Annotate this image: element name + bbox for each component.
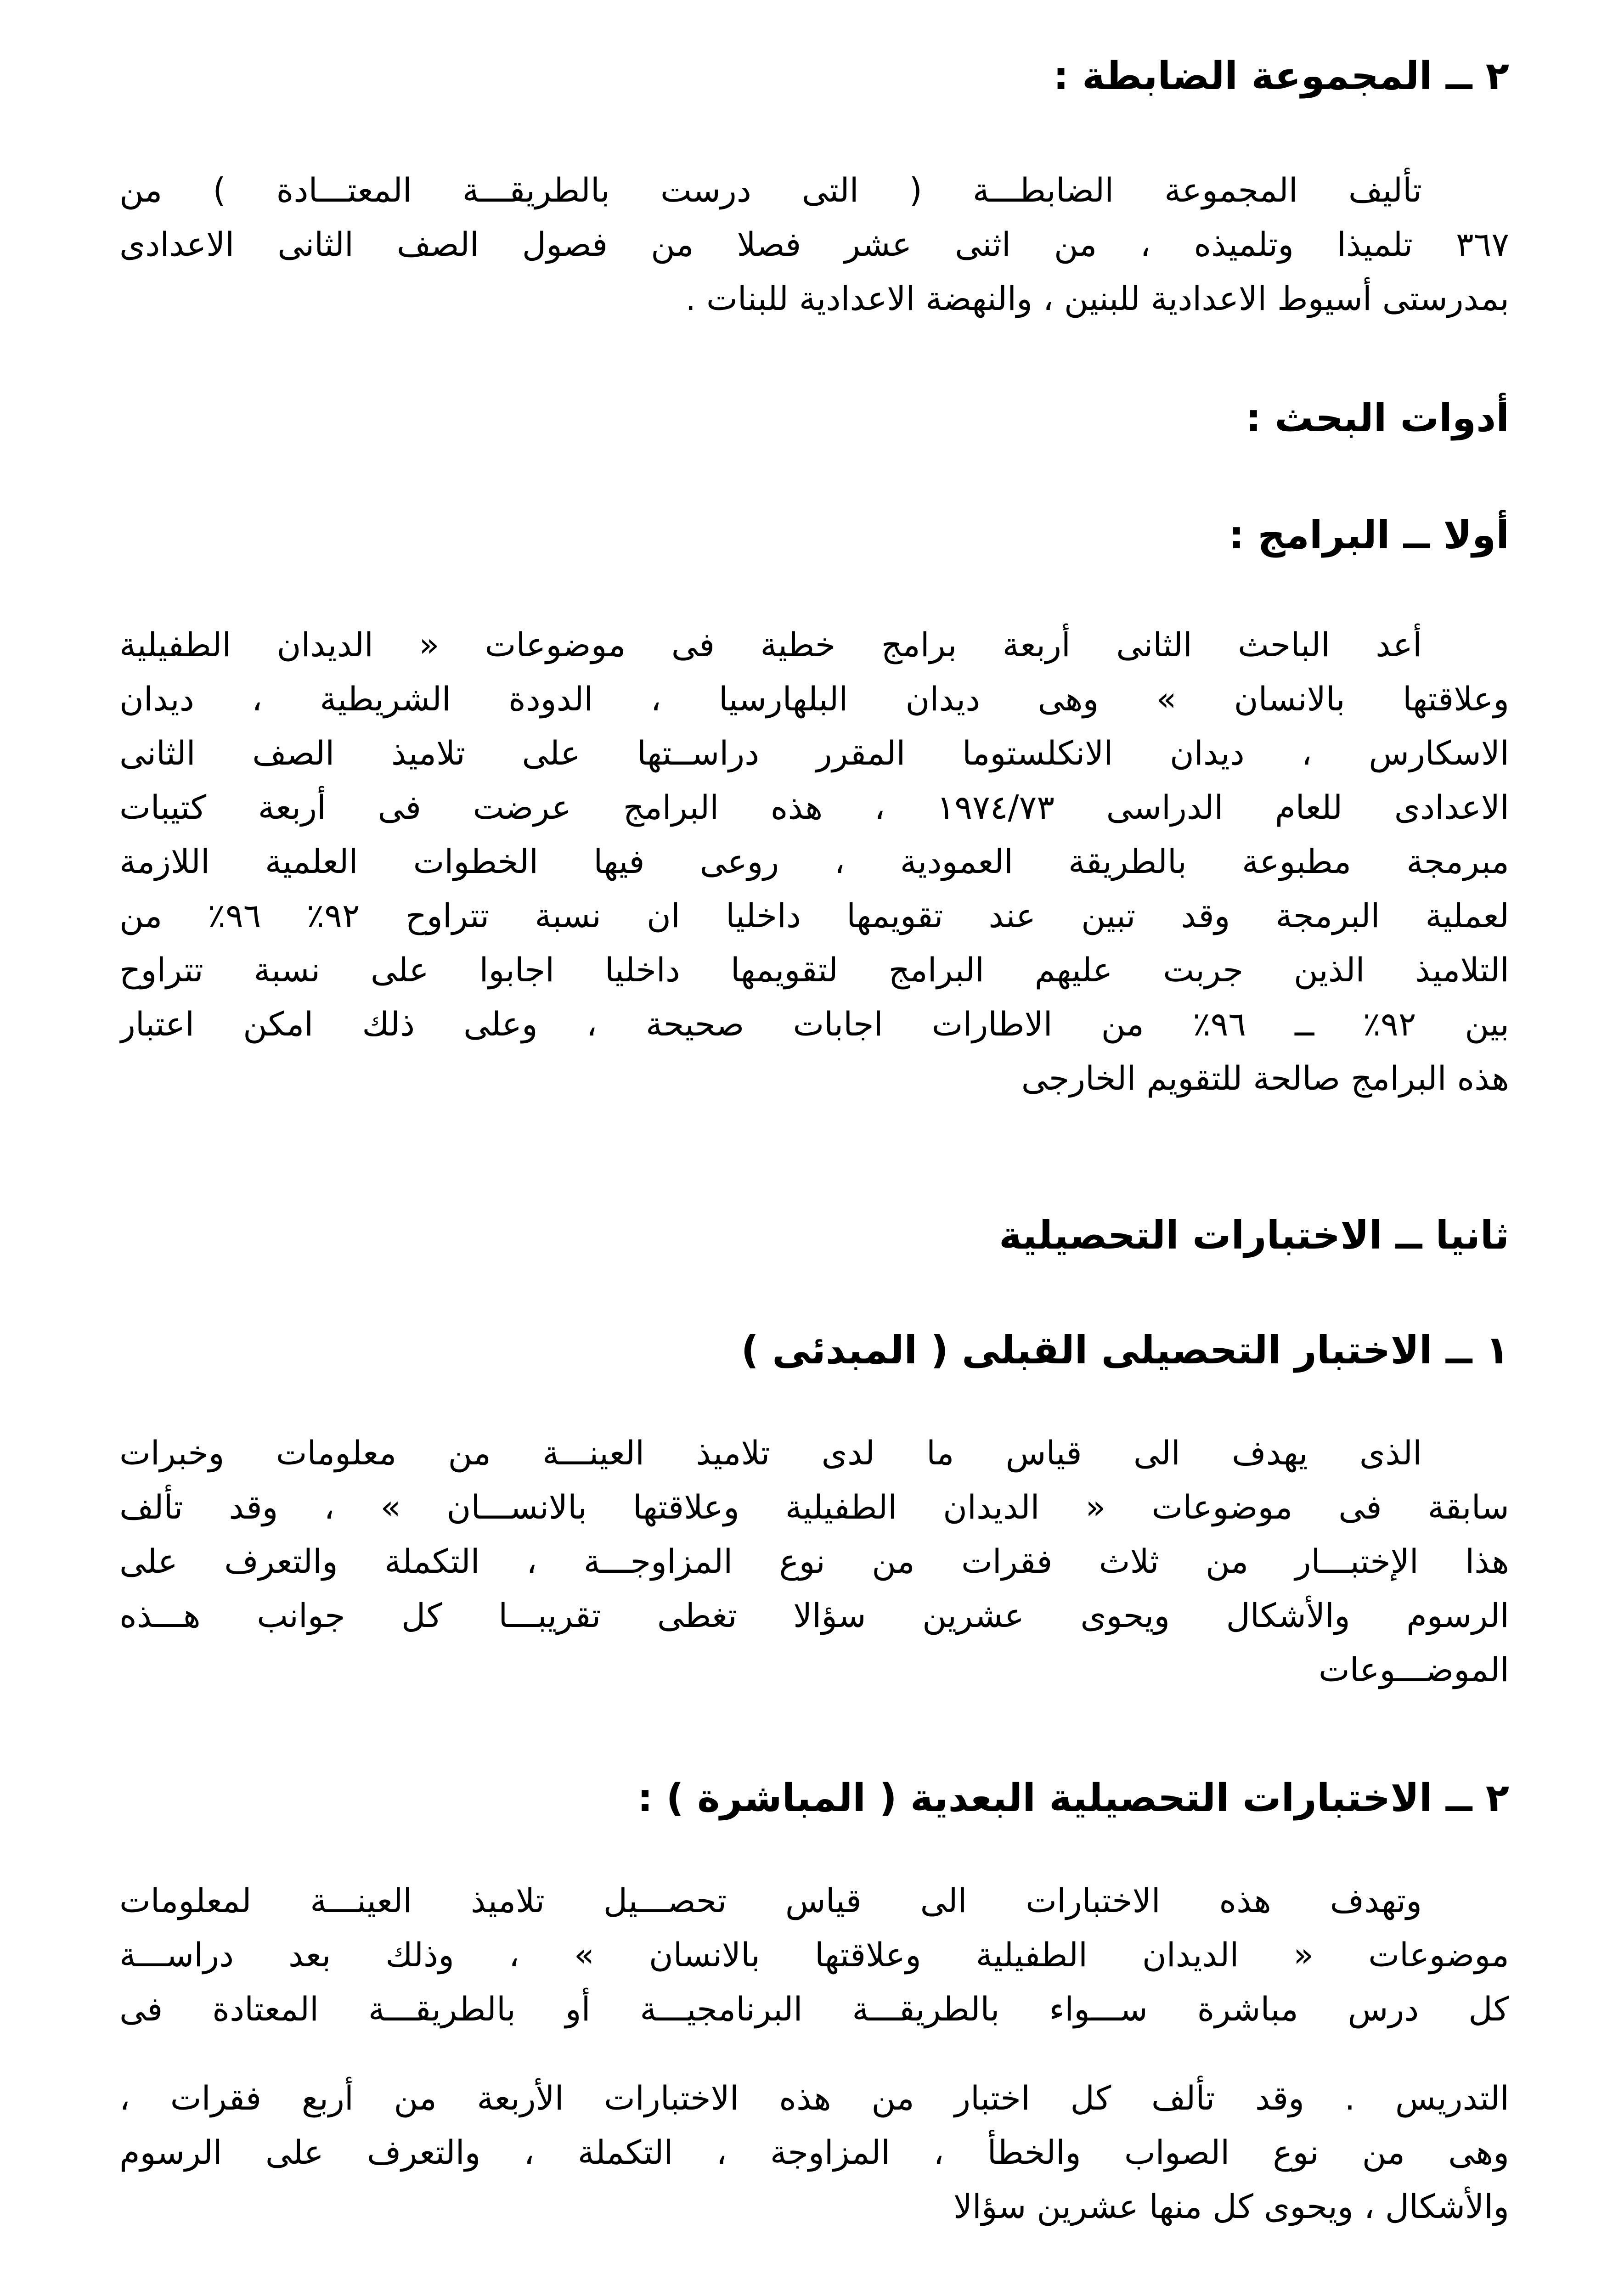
paragraph-line: وعلاقتها بالانسان » وهی دیدان البلهارسیا ، الدودة الشریطیة ، دیدان bbox=[119, 680, 1509, 718]
achievement-tests-heading: ثانیا ــ الاختبارات التحصیلیة bbox=[999, 1213, 1509, 1258]
paragraph-line: الاسکارس ، دیدان الانکلستوما المقرر دراســتها علی تلامیذ الصف الثانی bbox=[119, 734, 1509, 772]
paragraph-line: الذی یهدف الی قیاس ما لدی تلامیذ العینـــة من معلومات وخبرات bbox=[119, 1434, 1422, 1472]
research-tools-heading: أدوات البحث : bbox=[1246, 395, 1509, 440]
posttests-paragraph-1 bbox=[119, 1874, 1509, 2036]
posttests-paragraph-2 bbox=[119, 2071, 1509, 2234]
programs-paragraph bbox=[119, 618, 1509, 1105]
paragraph-line: وهی من نوع الصواب والخطأ ، المزاوجة ، التكملة ، والتعرف علی الرسوم bbox=[119, 2133, 1509, 2172]
control-group-paragraph bbox=[119, 163, 1509, 326]
paragraph-line: مبرمجة مطبوعة بالطریقة العمودیة ، روعی فیها الخطوات العلمیة اللازمة bbox=[119, 842, 1509, 881]
paragraph-line: موضوعات « الدیدان الطفیلیة وعلاقتها بالانسان » ، وذلك بعد دراســـة bbox=[119, 1936, 1509, 1974]
pretest-paragraph bbox=[119, 1426, 1509, 1697]
paragraph-line: أعد الباحث الثانی أربعة برامج خطية فی موضوعات « الدیدان الطفیلیة bbox=[119, 625, 1422, 664]
posttests-heading: ٢ ــ الاختبارات التحصیلیة البعدیة ( المباشرة ) : bbox=[637, 1775, 1509, 1820]
paragraph-line: الاعدادی للعام الدراسی ١٩٧٤/٧٣ ، هذه البرامج عرضت فی أربعة كتیبات bbox=[119, 788, 1509, 827]
paragraph-line: والأشكال ، ویحوی كل منها عشرین سؤالا bbox=[953, 2187, 1509, 2226]
paragraph-line: التلامیذ الذین جربت علیهم البرامج لتقویمها داخلیا اجابوا علی نسبة تتراوح bbox=[119, 951, 1509, 989]
paragraph-line: الموضـــوعات bbox=[1318, 1650, 1509, 1689]
paragraph-line: وتهدف هذه الاختبارات الی قیاس تحصـــیل تلامیذ العینـــة لمعلومات bbox=[119, 1881, 1422, 1920]
paragraph-line: تألیف المجموعة الضابطـــة ( التی درست بالطريقـــة المعتـــادة ) من bbox=[119, 171, 1422, 209]
paragraph-line: سابقة فی موضوعات « الدیدان الطفیلیة وعلاقتها بالانســـان » ، وقد تألف bbox=[119, 1488, 1509, 1526]
paragraph-line: ٣٦٧ تلمیذا وتلمیذه ، من اثنی عشر فصلا من فصول الصف الثانی الاعدادی bbox=[119, 225, 1509, 264]
paragraph-line: هذا الإختبـــار من ثلاث فقرات من نوع المزاوجـــة ، التكملة والتعرف علی bbox=[119, 1542, 1509, 1581]
paragraph-line: لعملیة البرمجة وقد تبین عند تقویمها داخلیا ان نسبة تتراوح ٩٢٪ ٩٦٪ من bbox=[119, 896, 1509, 935]
paragraph-line: الرسوم والأشكال ویحوی عشرین سؤالا تغطی تقریبـــا كل جوانب هـــذه bbox=[119, 1596, 1509, 1635]
paragraph-line: بین ٩٢٪ ــ ٩٦٪ من الاطارات اجابات صحیحة ، وعلی ذلك امکن اعتبار bbox=[119, 1005, 1509, 1043]
paragraph-line: كل درس مباشرة ســـواء بالطریقـــة البرنامجیـــة أو بالطریقـــة المعتادة فی bbox=[119, 1990, 1509, 2028]
paragraph-line: بمدرستی أسیوط الاعدادیة للبنین ، والنهضة الاعدادیة للبنات . bbox=[685, 279, 1509, 318]
control-group-heading: ٢ ــ المجموعة الضابطة : bbox=[1053, 53, 1509, 98]
paragraph-line: التدریس . وقد تألف كل اختبار من هذه الاختبارات الأربعة من أربع فقرات ، bbox=[119, 2079, 1509, 2117]
pretest-heading: ١ ــ الاختبار التحصیلی القبلی ( المبدئی ) bbox=[741, 1328, 1509, 1373]
paragraph-line: هذه البرامج صالحة للتقویم الخارجی bbox=[1021, 1059, 1509, 1097]
programs-heading: أولا ــ البرامج : bbox=[1229, 512, 1509, 557]
